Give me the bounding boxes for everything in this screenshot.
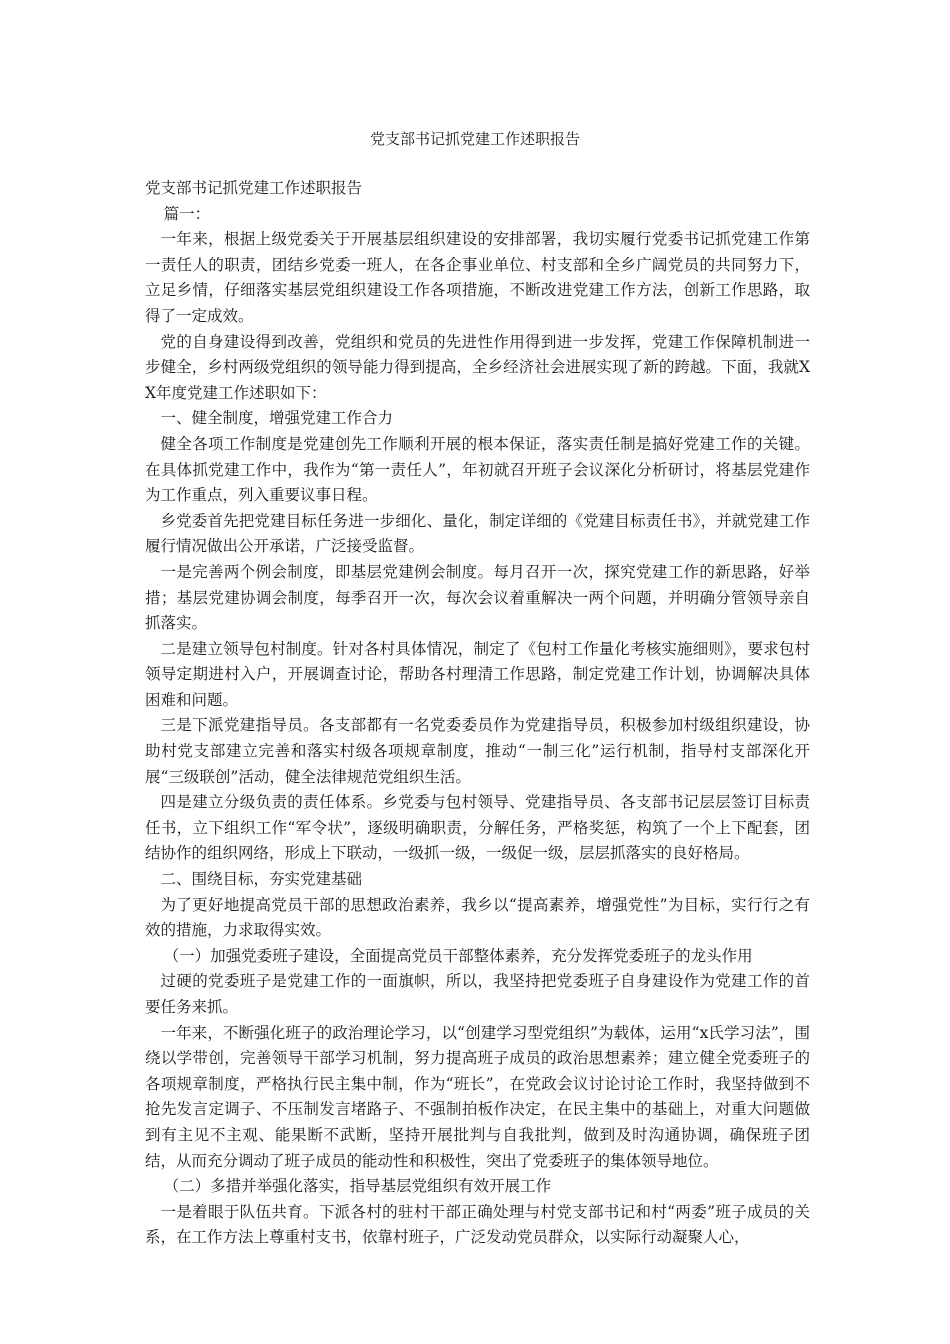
- paragraph: 一是着眼于队伍共育。下派各村的驻村干部正确处理与村党支部书记和村“两委”班子成员的关系，在工作方法上尊重村支书，依靠村班子，广泛发动党员群众，以实际行动凝聚人心，: [145, 1202, 810, 1247]
- paragraph: 篇一：: [163, 204, 211, 223]
- paragraph: 二、围绕目标，夯实党建基础: [160, 870, 363, 889]
- paragraph: （二）多措并举强化落实，指导基层党组织有效开展工作: [163, 1177, 552, 1196]
- paragraph: 一是完善两个例会制度，即基层党建例会制度。每月召开一次，探究党建工作的新思路，好举措；基层党建协调会制度，每季召开一次，每次会议着重解决一两个问题，并明确分管领导亲自抓落实。: [145, 562, 810, 633]
- paragraph: 乡党委首先把党建目标任务进一步细化、量化，制定详细的《党建目标责任书》，并就党建工作履行情况做出公开承诺，广泛接受监督。: [145, 511, 810, 556]
- paragraph: 四是建立分级负责的责任体系。乡党委与包村领导、党建指导员、各支部书记层层签订目标责任书，立下组织工作“军令状”，逐级明确职责，分解任务，严格奖惩，构筑了一个上下配套，团结协作的组织网络，形成上下联动，一级抓一级，一级促一级，层层抓落实的良好格局。: [145, 793, 810, 863]
- paragraph: 为了更好地提高党员干部的思想政治素养，我乡以“提高素养，增强党性”为目标，实行行之有效的措施，力求取得实效。: [145, 895, 810, 940]
- paragraph: 二是建立领导包村制度。针对各村具体情况，制定了《包村工作量化考核实施细则》，要求包村领导定期进村入户，开展调查讨论，帮助各村理清工作思路，制定党建工作计划，协调解决具体困难和问题。: [145, 639, 810, 709]
- paragraph: 过硬的党委班子是党建工作的一面旗帜，所以，我坚持把党委班子自身建设作为党建工作的首要任务来抓。: [145, 972, 810, 1016]
- paragraph: 健全各项工作制度是党建创先工作顺利开展的根本保证，落实责任制是搞好党建工作的关键。在具体抓党建工作中，我作为“第一责任人”，年初就召开班子会议深化分析研讨，将基层党建作为工作重点，列入重要议事日程。: [145, 434, 810, 505]
- paragraph: （一）加强党委班子建设，全面提高党员干部整体素养，充分发挥党委班子的龙头作用: [163, 946, 753, 965]
- document-title: 党支部书记抓党建工作述职报告: [369, 130, 580, 148]
- paragraph: 党支部书记抓党建工作述职报告: [145, 179, 363, 197]
- paragraph: 党的自身建设得到改善，党组织和党员的先进性作用得到进一步发挥，党建工作保障机制进一步健全，乡村两级党组织的领导能力得到提高，全乡经济社会进展实现了新的跨越。下面，我就XX年度党建工作述职如下：: [145, 332, 810, 402]
- paragraph: 一年来，根据上级党委关于开展基层组织建设的安排部署，我切实履行党委书记抓党建工作第一责任人的职责，团结乡党委一班人，在各企事业单位、村支部和全乡广阔党员的共同努力下，立足乡情，仔细落实基层党组织建设工作各项措施，不断改进党建工作方法，创新工作思路，取得了一定成效。: [145, 230, 810, 325]
- paragraph: 三是下派党建指导员。各支部都有一名党委委员作为党建指导员，积极参加村级组织建设，协助村党支部建立完善和落实村级各项规章制度，推动“一制三化”运行机制，指导村支部深化开展“三级联创”活动，健全法律规范党组织生活。: [145, 716, 810, 786]
- document-body: [145, 176, 810, 1251]
- paragraph: 一、健全制度，增强党建工作合力: [160, 409, 394, 428]
- paragraph: 一年来，不断强化班子的政治理论学习，以“创建学习型党组织”为载体，运用“x氏学习法”，围绕以学带创，完善领导干部学习机制，努力提高班子成员的政治思想素养；建立健全党委班子的各项规章制度，严格执行民主集中制，作为“班长”，在党政会议讨论讨论工作时，我坚持做到不抢先发言定调子、不压制发言堵路子、不强制拍板作决定，在民主集中的基础上，对重大问题做到有主见不主观、能果断不武断，坚持开展批判与自我批判，做到及时沟通协调，确保班子团结，从而充分调动了班子成员的能动性和积极性，突出了党委班子的集体领导地位。: [145, 1023, 810, 1170]
